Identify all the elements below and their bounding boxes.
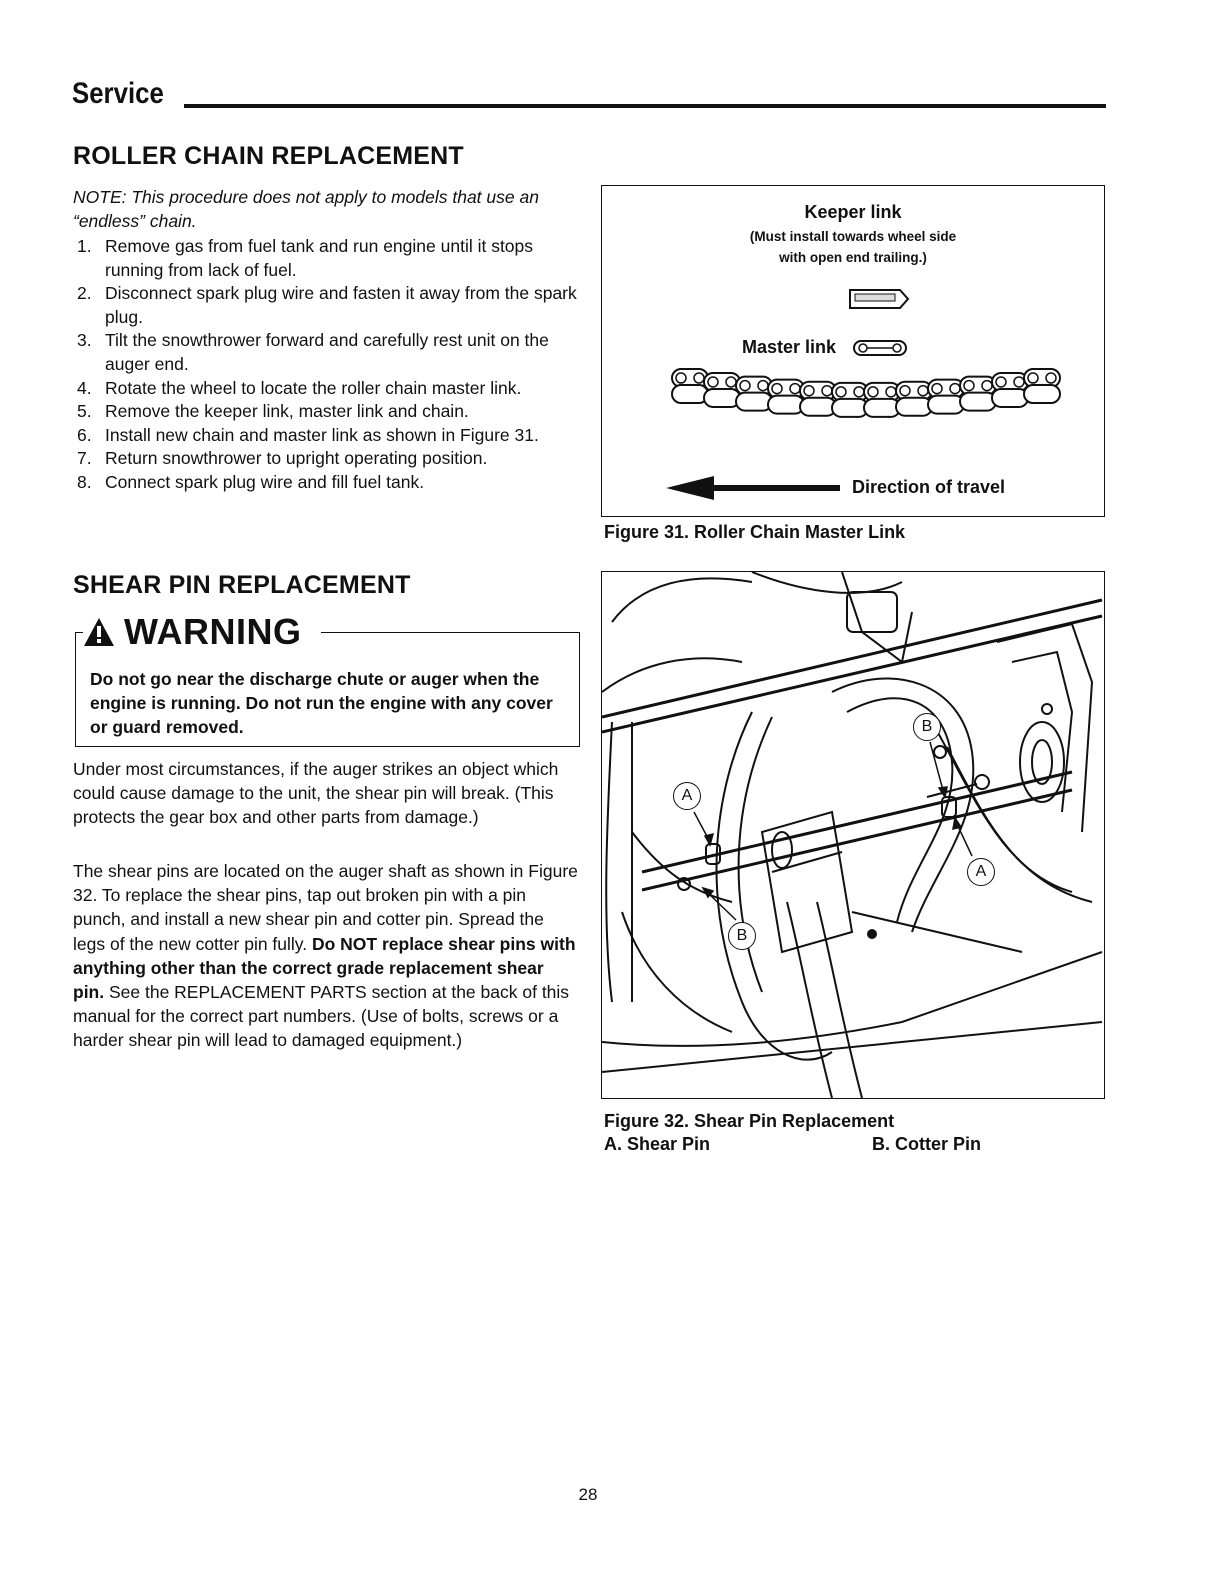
chain-roller	[1028, 373, 1038, 383]
chain-link	[736, 393, 772, 411]
keeper-link-note-1: (Must install towards wheel side	[749, 229, 957, 244]
step-number: 7.	[77, 448, 92, 469]
legend-cotter-pin: B. Cotter Pin	[872, 1134, 982, 1154]
chain-link	[992, 389, 1028, 407]
chain-roller	[726, 377, 736, 387]
figure-32-caption: Figure 32. Shear Pin Replacement	[604, 1111, 895, 1131]
chain-roller	[1046, 373, 1056, 383]
warning-title	[82, 612, 302, 652]
chain-roller	[996, 377, 1006, 387]
chain-roller	[982, 381, 992, 391]
list-item	[73, 235, 583, 282]
step-text: Install new chain and master link as shown in Figure 31.	[105, 424, 539, 445]
step-text: Rotate the wheel to locate the roller chain master link.	[105, 377, 522, 398]
chain-roller	[918, 386, 928, 396]
chain-link	[672, 385, 708, 403]
list-item	[73, 424, 583, 448]
paragraph-text: See the REPLACEMENT PARTS section at the back of this manual for the correct part numbers. (Use of bolts, screws or a harder shear pin will lead to damaged equipment.)	[73, 982, 570, 1051]
chain-roller	[836, 387, 846, 397]
step-number: 6.	[77, 424, 92, 445]
step-text: Tilt the snowthrower forward and carefully rest unit on the auger end.	[105, 330, 549, 374]
callout-leaders	[602, 572, 1104, 1098]
chain-link	[928, 396, 964, 414]
page-number: 28	[578, 1485, 598, 1504]
warning-triangle-icon	[82, 616, 116, 648]
chain-roller	[950, 384, 960, 394]
roller-chain-note: NOTE: This procedure does not apply to models that use an “endless” chain.	[73, 187, 539, 231]
chain-roller	[886, 387, 896, 397]
step-text: Remove gas from fuel tank and run engine until it stops running from lack of fuel.	[105, 236, 534, 280]
step-number: 1.	[77, 236, 92, 256]
callout-letter: B	[736, 927, 748, 944]
shear-pin-paragraph-2	[73, 859, 578, 1053]
chain-link	[800, 398, 836, 416]
chain-roller	[804, 386, 814, 396]
chain-link	[896, 398, 932, 416]
step-number: 8.	[77, 471, 92, 492]
chain-roller	[868, 387, 878, 397]
chain-roller	[822, 386, 832, 396]
chain-roller	[900, 386, 910, 396]
keeper-link-title: Keeper link	[804, 202, 902, 222]
roller-chain-heading: ROLLER CHAIN REPLACEMENT	[73, 142, 464, 170]
chain-roller	[772, 384, 782, 394]
step-number: 4.	[77, 377, 92, 398]
shear-pin-paragraph-1: Under most circumstances, if the auger strikes an object which could cause damage to the unit, the shear pin will break. (This protects the gear box and other parts from damage.)	[73, 759, 559, 828]
callout-letter: B	[921, 718, 933, 735]
chain-roller	[708, 377, 718, 387]
direction-arrow-icon	[666, 476, 840, 500]
chain-roller	[758, 381, 768, 391]
direction-label: Direction of travel	[852, 477, 1006, 497]
warning-label: WARNING	[124, 611, 302, 652]
chain-link	[768, 396, 804, 414]
list-item	[73, 329, 583, 376]
keeper-link-icon	[850, 290, 908, 308]
roller-chain	[672, 369, 1060, 417]
chain-roller	[1014, 377, 1024, 387]
step-number: 2.	[77, 283, 92, 304]
master-link-label: Master link	[742, 337, 837, 357]
chain-link	[832, 399, 868, 417]
list-item	[73, 471, 583, 495]
chain-roller	[694, 373, 704, 383]
page-header	[72, 78, 1106, 110]
legend-shear-pin: A. Shear Pin	[604, 1134, 711, 1154]
figure-31-caption: Figure 31. Roller Chain Master Link	[604, 522, 906, 542]
step-text: Remove the keeper link, master link and chain.	[105, 401, 469, 422]
chain-link	[960, 393, 996, 411]
chain-illustration	[602, 186, 1102, 514]
chain-roller	[932, 384, 942, 394]
list-item	[73, 400, 583, 424]
step-text: Connect spark plug wire and fill fuel tank.	[105, 471, 425, 492]
paragraph-text: The shear pins are located on the auger shaft as shown in Figure 32. To replace the shear pins, tap out broken pin with a pin punch, and install a new shear pin and cotter pin. Spread the legs of the new cotter pin fully.	[73, 861, 578, 954]
header-rule	[184, 104, 1106, 108]
chain-roller	[740, 381, 750, 391]
callout-letter: A	[975, 863, 987, 880]
chain-roller	[964, 381, 974, 391]
list-item	[73, 447, 583, 471]
chain-roller	[854, 387, 864, 397]
section-title: Service	[72, 77, 164, 110]
chain-link	[704, 389, 740, 407]
step-number: 5.	[77, 401, 92, 422]
list-item	[73, 377, 583, 401]
paragraph-emphasis: Do NOT replace shear pins with anything other than the correct grade replacement shear pin.	[73, 933, 576, 1003]
callout-letter: A	[681, 787, 693, 804]
chain-link	[864, 399, 900, 417]
chain-roller	[790, 384, 800, 394]
step-number: 3.	[77, 330, 92, 351]
step-text: Return snowthrower to upright operating position.	[105, 448, 488, 469]
master-link-icon	[854, 341, 906, 355]
list-item	[73, 282, 583, 329]
warning-box-border	[321, 632, 580, 633]
roller-chain-steps	[73, 235, 583, 495]
chain-link	[1024, 385, 1060, 403]
step-text: Disconnect spark plug wire and fasten it away from the spark plug.	[105, 283, 577, 327]
figure-31	[601, 185, 1105, 517]
chain-roller	[676, 373, 686, 383]
figure-32	[601, 571, 1105, 1099]
warning-text: Do not go near the discharge chute or auger when the engine is running. Do not run the engine with any cover or guard removed.	[90, 669, 553, 737]
keeper-link-note-2: with open end trailing.)	[779, 250, 927, 265]
shear-pin-heading: SHEAR PIN REPLACEMENT	[73, 571, 411, 599]
